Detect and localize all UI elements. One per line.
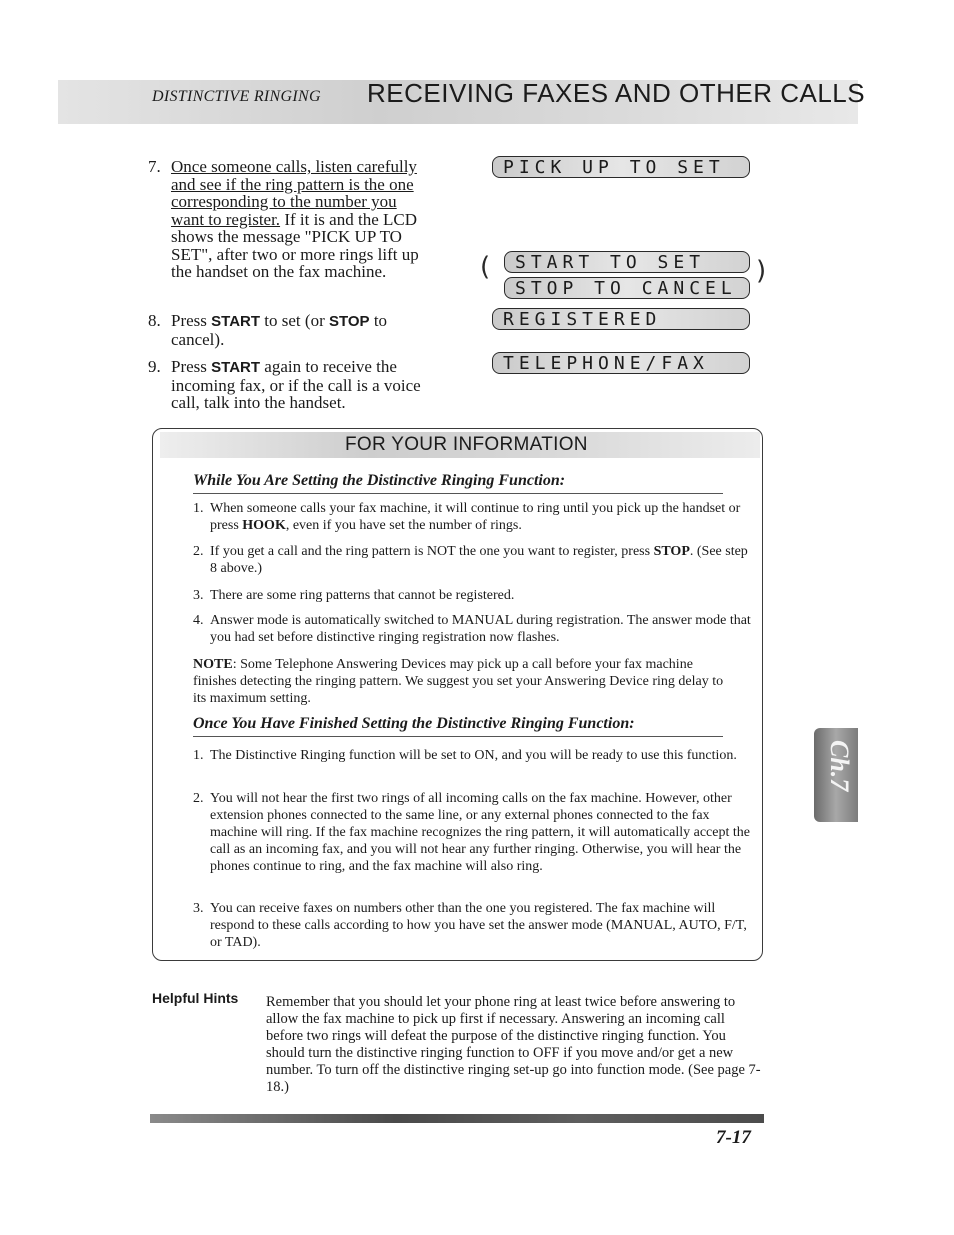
start-key-label: START bbox=[211, 359, 261, 376]
item-text: If you get a call and the ring pattern is NOT the one you want to register, press bbox=[210, 544, 654, 559]
footer-rule bbox=[150, 1114, 764, 1123]
item-number: 1. bbox=[193, 501, 204, 516]
section-title: DISTINCTIVE RINGING bbox=[152, 88, 321, 105]
lcd-telephone-fax: TELEPHONE/FAX bbox=[492, 352, 750, 374]
info-subheading-setting: While You Are Setting the Distinctive Ringing Function: bbox=[193, 472, 723, 494]
note-label: NOTE bbox=[193, 657, 233, 672]
step-number: 9. bbox=[148, 357, 161, 376]
step-9 bbox=[148, 358, 433, 412]
helpful-hints-text: Remember that you should let your phone ring at least twice before answering to allow the fax machine to pick up first if necessary. Answering an incoming call before two rings will defeat the purpose of the distinctive ringing function. You should turn the distinctive ringing function to OFF if you move and/or get a new number. To turn off the distinctive ringing set-up go into function mode. (See page 7-18.) bbox=[266, 994, 761, 1095]
item-number: 3. bbox=[193, 901, 204, 916]
info-item bbox=[193, 612, 753, 646]
step-number: 8. bbox=[148, 311, 161, 330]
item-text: . (See step 8 above.) bbox=[210, 544, 748, 576]
page-number: 7-17 bbox=[716, 1127, 751, 1148]
stop-key-label: STOP bbox=[328, 313, 370, 330]
chapter-tab-label: Ch.7 bbox=[825, 740, 854, 792]
info-subheading-finished: Once You Have Finished Setting the Distinctive Ringing Function: bbox=[193, 715, 723, 737]
alternating-bracket-right-icon: ) bbox=[756, 256, 767, 286]
step-number: 7. bbox=[148, 157, 161, 176]
info-item bbox=[193, 500, 753, 534]
helpful-hints-heading: Helpful Hints bbox=[152, 990, 239, 1006]
info-title: FOR YOUR INFORMATION bbox=[345, 434, 588, 455]
info-item bbox=[193, 900, 753, 951]
step-9-text: again to receive the incoming fax, or if the call is a voice call, talk into the handset. bbox=[171, 357, 421, 412]
item-number: 3. bbox=[193, 588, 204, 603]
lcd-stop-to-cancel: STOP TO CANCEL bbox=[504, 277, 750, 299]
info-item bbox=[193, 747, 753, 764]
step-7-text: If it is and the LCD shows the message "PICK UP TO SET", after two or more rings lift up the handset on the fax machine. bbox=[171, 209, 419, 281]
step-8 bbox=[148, 312, 433, 348]
start-key-label: START bbox=[211, 313, 261, 330]
chapter-title: RECEIVING FAXES AND OTHER CALLS bbox=[367, 78, 866, 108]
info-item bbox=[193, 543, 753, 577]
item-text: You can receive faxes on numbers other than the one you registered. The fax machine will respond to these calls according to how you have set the answer mode (MANUAL, AUTO, F/T, or TAD). bbox=[210, 901, 747, 950]
stop-key-label: STOP bbox=[653, 544, 690, 559]
step-8-text: to cancel). bbox=[171, 311, 388, 349]
lcd-pick-up-to-set: PICK UP TO SET bbox=[492, 156, 750, 178]
item-number: 4. bbox=[193, 613, 204, 628]
step-7-underlined-text: Once someone calls, listen carefully and see if the ring pattern is the one corresponding to the number you want to register. bbox=[171, 157, 417, 229]
item-text: The Distinctive Ringing function will be set to ON, and you will be ready to use this function. bbox=[210, 748, 737, 763]
info-item bbox=[193, 587, 753, 604]
item-number: 2. bbox=[193, 544, 204, 559]
step-7 bbox=[148, 158, 433, 281]
hook-key-label: HOOK bbox=[242, 518, 286, 533]
step-8-text: Press bbox=[171, 311, 212, 330]
note-text: : Some Telephone Answering Devices may pick up a call before your fax machine finishes detecting the ringing pattern. We suggest you set your Answering Device ring delay to its maximum setting. bbox=[193, 657, 724, 706]
step-9-text: Press bbox=[171, 357, 212, 376]
item-number: 2. bbox=[193, 791, 204, 806]
item-text: You will not hear the first two rings of all incoming calls on the fax machine. However, other extension phones connected to the same line, or any external phones connected to the fax machine will ring. If the fax machine recognizes the ring pattern, it will automatically accept the call as an incoming fax, and you will not hear any further ringing. Otherwise, you will hear the phones continue to ring, and the fax machine will also ring. bbox=[210, 791, 750, 874]
item-text: , even if you have set the number of rings. bbox=[285, 518, 522, 533]
info-item bbox=[193, 790, 753, 875]
step-8-text: to set (or bbox=[260, 311, 329, 330]
alternating-bracket-left-icon: ( bbox=[480, 252, 491, 282]
info-note bbox=[193, 656, 728, 707]
lcd-start-to-set: START TO SET bbox=[504, 251, 750, 273]
lcd-registered: REGISTERED bbox=[492, 308, 750, 330]
item-text: Answer mode is automatically switched to MANUAL during registration. The answer mode that you had set before distinctive ringing registration now flashes. bbox=[210, 613, 751, 645]
item-text: There are some ring patterns that cannot be registered. bbox=[210, 588, 515, 603]
item-number: 1. bbox=[193, 748, 204, 763]
item-text: When someone calls your fax machine, it will continue to ring until you pick up the handset or press bbox=[210, 501, 741, 533]
